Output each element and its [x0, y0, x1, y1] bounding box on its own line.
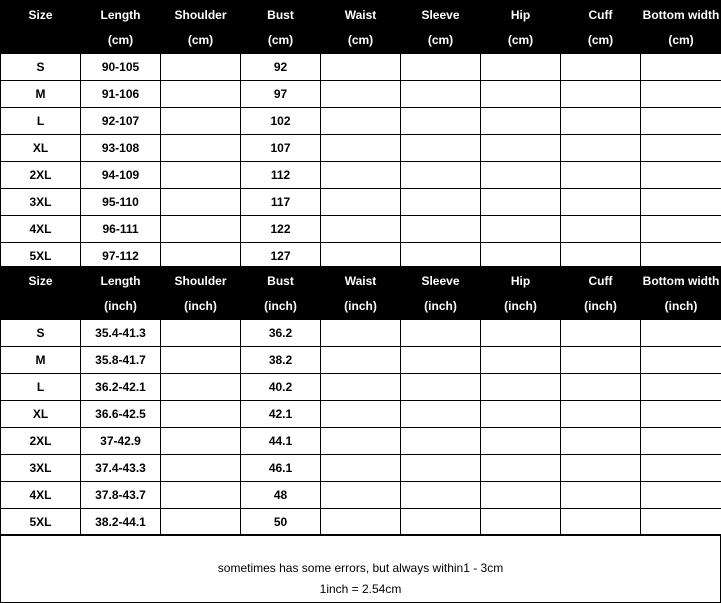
column-header	[1, 267, 81, 320]
measurement-note	[0, 534, 721, 603]
size-label: 2XL	[1, 162, 81, 189]
table-cell: 50	[241, 509, 321, 536]
table-cell	[401, 482, 481, 509]
column-header-name: Waist	[344, 7, 377, 22]
column-header	[1, 1, 81, 54]
column-header-name: Cuff	[588, 273, 613, 288]
table-cell	[481, 320, 561, 347]
table-cell	[641, 374, 721, 401]
column-header	[321, 267, 401, 320]
table-cell	[401, 347, 481, 374]
table-cell	[401, 216, 481, 243]
table-cell	[161, 482, 241, 509]
table-cell	[641, 162, 721, 189]
column-header-unit	[1, 32, 80, 48]
table-cell: 35.4-41.3	[81, 320, 161, 347]
table-cell	[561, 509, 641, 536]
size-label: M	[1, 81, 81, 108]
table-row	[1, 509, 721, 536]
table-cell	[561, 216, 641, 243]
column-header	[641, 267, 721, 320]
table-cell	[641, 428, 721, 455]
table-cell	[401, 135, 481, 162]
table-cell	[401, 81, 481, 108]
table-cell	[321, 216, 401, 243]
table-cell: 117	[241, 189, 321, 216]
table-cell	[401, 428, 481, 455]
table-cell	[561, 54, 641, 81]
table-cell	[641, 509, 721, 536]
table-row	[1, 162, 721, 189]
table-cell	[481, 428, 561, 455]
table-cell: 102	[241, 108, 321, 135]
table-cell	[401, 320, 481, 347]
column-header-name: Size	[28, 7, 53, 22]
size-label: M	[1, 347, 81, 374]
table-row	[1, 189, 721, 216]
table-cell	[481, 81, 561, 108]
table-cell	[161, 509, 241, 536]
table-cell	[321, 482, 401, 509]
column-header-unit: (cm)	[668, 32, 694, 47]
column-header-name: Sleeve	[421, 273, 460, 288]
table-cell	[481, 347, 561, 374]
column-header-name: Hip	[510, 273, 531, 288]
table-cell	[481, 108, 561, 135]
size-label: XL	[1, 401, 81, 428]
column-header-name: Sleeve	[421, 7, 460, 22]
table-cell	[481, 162, 561, 189]
table-cell	[561, 135, 641, 162]
table-cell: 42.1	[241, 401, 321, 428]
note-unit-conversion: 1inch = 2.54cm	[319, 582, 402, 596]
size-label: 2XL	[1, 428, 81, 455]
table-cell	[321, 347, 401, 374]
table-cell	[321, 509, 401, 536]
column-header-unit: (inch)	[424, 298, 457, 313]
table-cell: 92	[241, 54, 321, 81]
column-header-unit: (inch)	[504, 298, 537, 313]
table-cell: 91-106	[81, 81, 161, 108]
table-cell	[321, 108, 401, 135]
table-cell	[161, 189, 241, 216]
table-cell	[161, 81, 241, 108]
header-row	[1, 1, 721, 54]
table-cell	[641, 401, 721, 428]
table-row	[1, 482, 721, 509]
table-cell	[321, 320, 401, 347]
column-header-name: Length	[100, 273, 141, 288]
table-cell	[401, 54, 481, 81]
table-cell	[561, 320, 641, 347]
table-cell	[561, 81, 641, 108]
table-cell: 36.2-42.1	[81, 374, 161, 401]
column-header	[321, 1, 401, 54]
table-cell: 37-42.9	[81, 428, 161, 455]
table-cell	[561, 455, 641, 482]
table-cell	[321, 428, 401, 455]
table-cell	[161, 216, 241, 243]
table-cell: 37.8-43.7	[81, 482, 161, 509]
table-cell	[481, 482, 561, 509]
table-cell	[401, 401, 481, 428]
column-header	[401, 1, 481, 54]
column-header-unit: (cm)	[587, 32, 614, 47]
column-header-unit	[1, 298, 80, 314]
table-row	[1, 374, 721, 401]
table-cell	[561, 374, 641, 401]
table-cell	[561, 189, 641, 216]
table-cell	[321, 189, 401, 216]
column-header-unit: (inch)	[184, 298, 217, 313]
table-cell	[561, 108, 641, 135]
table-cell	[161, 135, 241, 162]
column-header-unit: (inch)	[664, 298, 698, 313]
table-cell: 92-107	[81, 108, 161, 135]
size-label: 3XL	[1, 189, 81, 216]
column-header-unit: (inch)	[344, 298, 377, 313]
table-cell: 107	[241, 135, 321, 162]
table-cell: 127	[241, 243, 321, 270]
size-label: 5XL	[1, 509, 81, 536]
size-table-inch	[0, 266, 721, 536]
table-cell	[481, 374, 561, 401]
column-header-unit: (inch)	[104, 298, 137, 313]
column-header-name: Size	[28, 273, 53, 288]
table-row	[1, 108, 721, 135]
table-cell	[161, 347, 241, 374]
table-cell	[161, 374, 241, 401]
table-cell	[481, 509, 561, 536]
table-cell	[481, 401, 561, 428]
table-cell: 44.1	[241, 428, 321, 455]
table-cell	[401, 189, 481, 216]
size-label: 3XL	[1, 455, 81, 482]
column-header	[241, 1, 321, 54]
table-cell	[321, 135, 401, 162]
size-label: S	[1, 320, 81, 347]
column-header	[481, 267, 561, 320]
table-cell	[641, 189, 721, 216]
column-header	[161, 267, 241, 320]
column-header	[401, 267, 481, 320]
table-cell	[641, 135, 721, 162]
column-header	[241, 267, 321, 320]
table-cell	[641, 108, 721, 135]
table-cell: 112	[241, 162, 321, 189]
column-header-unit: (cm)	[187, 32, 214, 47]
table-cell	[641, 347, 721, 374]
table-cell	[641, 455, 721, 482]
table-row	[1, 216, 721, 243]
table-cell	[641, 216, 721, 243]
table-cell	[161, 162, 241, 189]
table-cell: 93-108	[81, 135, 161, 162]
table-cell: 122	[241, 216, 321, 243]
size-label: S	[1, 54, 81, 81]
size-label: 4XL	[1, 482, 81, 509]
table-cell	[561, 347, 641, 374]
column-header	[481, 1, 561, 54]
table-cell: 40.2	[241, 374, 321, 401]
table-cell	[161, 455, 241, 482]
table-cell	[161, 401, 241, 428]
table-cell	[321, 162, 401, 189]
table-cell	[481, 54, 561, 81]
column-header	[561, 1, 641, 54]
column-header	[641, 1, 721, 54]
size-label: XL	[1, 135, 81, 162]
column-header-name: Waist	[344, 273, 377, 288]
table-cell	[641, 81, 721, 108]
column-header	[561, 267, 641, 320]
table-cell: 94-109	[81, 162, 161, 189]
size-label: 5XL	[1, 243, 81, 270]
table-cell	[641, 482, 721, 509]
table-cell	[561, 428, 641, 455]
table-cell: 97	[241, 81, 321, 108]
column-header-name: Hip	[510, 7, 531, 22]
table-cell	[401, 162, 481, 189]
table-cell	[401, 509, 481, 536]
table-cell	[161, 320, 241, 347]
size-label: 4XL	[1, 216, 81, 243]
table-row	[1, 320, 721, 347]
table-cell: 96-111	[81, 216, 161, 243]
table-row	[1, 347, 721, 374]
table-cell	[481, 455, 561, 482]
table-row	[1, 428, 721, 455]
table-cell	[321, 455, 401, 482]
table-cell	[401, 374, 481, 401]
column-header-unit: (cm)	[507, 32, 534, 47]
column-header-name: Bottom width	[642, 7, 720, 22]
table-row	[1, 455, 721, 482]
table-cell	[321, 401, 401, 428]
size-label: L	[1, 374, 81, 401]
column-header	[161, 1, 241, 54]
table-cell: 36.2	[241, 320, 321, 347]
column-header-name: Cuff	[588, 7, 613, 22]
table-cell	[641, 320, 721, 347]
table-cell: 48	[241, 482, 321, 509]
table-cell: 35.8-41.7	[81, 347, 161, 374]
table-cell: 37.4-43.3	[81, 455, 161, 482]
column-header	[81, 267, 161, 320]
column-header-unit: (cm)	[107, 32, 134, 47]
table-cell	[561, 482, 641, 509]
table-cell	[161, 428, 241, 455]
table-row	[1, 135, 721, 162]
note-error-tolerance: sometimes has some errors, but always within1 - 3cm	[217, 561, 504, 575]
size-table-cm	[0, 0, 721, 270]
table-cell: 97-112	[81, 243, 161, 270]
table-cell: 90-105	[81, 54, 161, 81]
table-row	[1, 81, 721, 108]
column-header-name: Shoulder	[174, 273, 227, 288]
table-cell	[401, 455, 481, 482]
column-header-unit: (cm)	[267, 32, 294, 47]
table-cell: 36.6-42.5	[81, 401, 161, 428]
table-cell	[481, 189, 561, 216]
column-header-unit: (inch)	[584, 298, 617, 313]
table-cell	[561, 162, 641, 189]
size-label: L	[1, 108, 81, 135]
table-cell	[641, 54, 721, 81]
table-cell	[481, 135, 561, 162]
table-cell	[401, 108, 481, 135]
column-header-name: Shoulder	[174, 7, 227, 22]
table-cell: 46.1	[241, 455, 321, 482]
table-cell	[321, 374, 401, 401]
column-header-unit: (inch)	[264, 298, 297, 313]
table-cell: 38.2	[241, 347, 321, 374]
column-header-name: Length	[100, 7, 141, 22]
column-header-unit: (cm)	[347, 32, 374, 47]
table-row	[1, 401, 721, 428]
table-cell: 38.2-44.1	[81, 509, 161, 536]
table-cell: 95-110	[81, 189, 161, 216]
table-cell	[321, 54, 401, 81]
column-header-unit: (cm)	[427, 32, 454, 47]
header-row	[1, 267, 721, 320]
table-cell	[321, 81, 401, 108]
table-cell	[561, 401, 641, 428]
column-header-name: Bust	[267, 7, 294, 22]
table-row	[1, 54, 721, 81]
table-cell	[481, 216, 561, 243]
column-header-name: Bottom width	[642, 273, 720, 288]
table-cell	[161, 108, 241, 135]
column-header	[81, 1, 161, 54]
table-cell	[161, 54, 241, 81]
column-header-name: Bust	[267, 273, 294, 288]
